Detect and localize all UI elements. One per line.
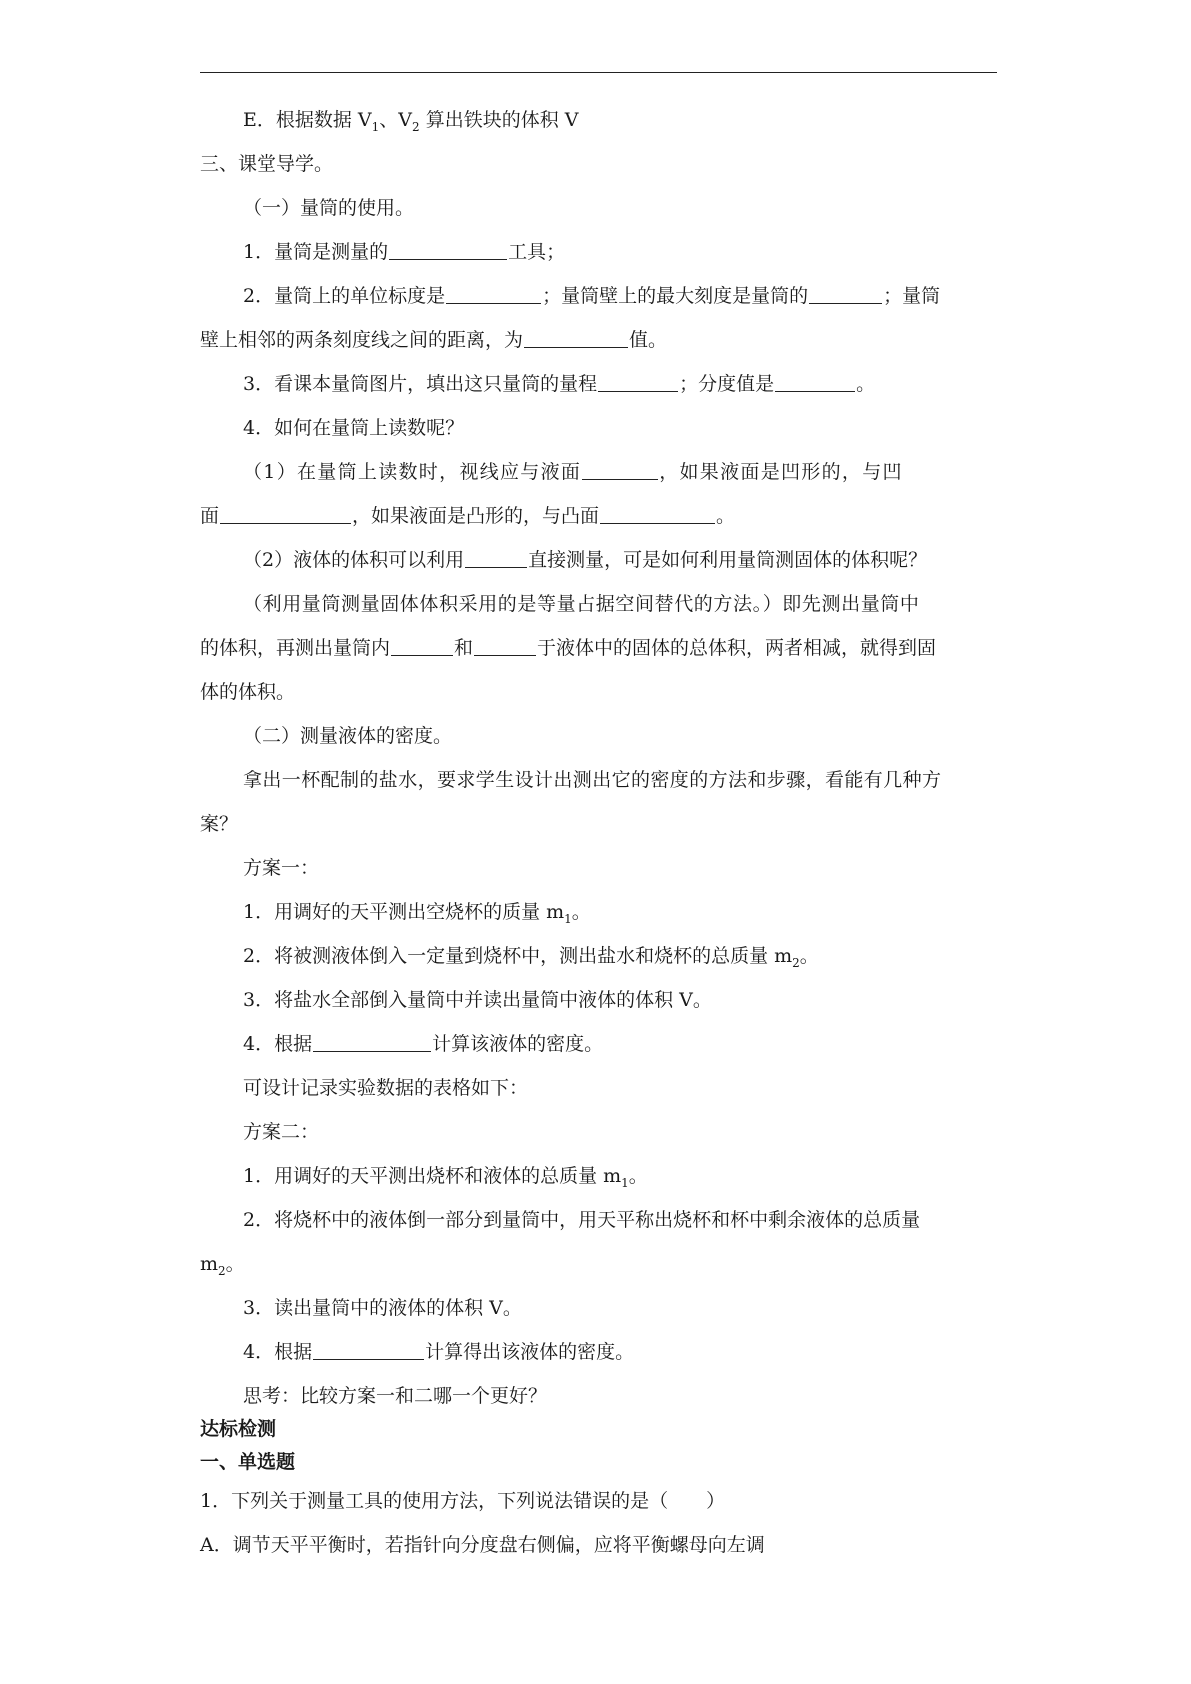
text-line: 2．量筒上的单位标度是 ；量筒壁上的最大刻度是量筒的 ；量筒 [243, 285, 941, 307]
text-line: 4．根据 计算得出该液体的密度。 [243, 1341, 635, 1363]
fill-blank[interactable] [524, 329, 628, 348]
text-line: 体的体积。 [200, 681, 296, 703]
section-heading: 达标检测 [200, 1418, 277, 1440]
text-line: 壁上相邻的两条刻度线之间的距离，为 值。 [200, 329, 668, 351]
text-line: 1．用调好的天平测出空烧杯的质量 $m_1$。 [243, 901, 591, 926]
fill-blank[interactable] [600, 505, 715, 524]
answer-option: A．调节天平平衡时，若指针向分度盘右侧偏，应将平衡螺母向左调 [200, 1534, 765, 1556]
text-line: （利用量筒测量固体体积采用的是等量占据空间替代的方法。）即先测出量筒中 [243, 593, 920, 615]
text-line: 3．将盐水全部倒入量筒中并读出量筒中液体的体积 V。 [243, 989, 712, 1011]
subsection-heading: （一）量筒的使用。 [243, 197, 415, 219]
text-line: 的体积，再测出量筒内 和 于液体中的固体的总体积，两者相减，就得到固 [200, 637, 937, 659]
text-line: （2）液体的体积可以利用 直接测量，可是如何利用量筒测固体的体积呢？ [243, 549, 928, 571]
text-line: 4．如何在量筒上读数呢？ [243, 417, 465, 439]
text-line: 思考：比较方案一和二哪一个更好？ [243, 1385, 548, 1407]
fill-blank[interactable] [809, 285, 882, 304]
text-line: 3．看课本量筒图片，填出这只量筒的量程 ；分度值是 。 [243, 373, 876, 395]
subsection-heading: （二）测量液体的密度。 [243, 725, 453, 747]
question-text: 1．下列关于测量工具的使用方法，下列说法错误的是（ ） [200, 1490, 726, 1512]
text-line: 2．将被测液体倒入一定量到烧杯中，测出盐水和烧杯的总质量 $m_2$。 [243, 945, 819, 970]
fill-blank[interactable] [598, 373, 678, 392]
text-line: 面 ，如果液面是凸形的，与凸面 。 [200, 505, 736, 527]
text-line: $m_2$。 [200, 1253, 245, 1278]
text-line: 方案二： [243, 1121, 320, 1143]
header-rule [200, 72, 997, 73]
text-line: 1．量筒是测量的 工具； [243, 241, 566, 263]
text-line: 2．将烧杯中的液体倒一部分到量筒中，用天平称出烧杯和杯中剩余液体的总质量 [243, 1209, 921, 1231]
text-line: 1．用调好的天平测出烧杯和液体的总质量 $m_1$。 [243, 1165, 648, 1190]
text-line: 4．根据 计算该液体的密度。 [243, 1033, 604, 1055]
fill-blank[interactable] [313, 1341, 424, 1360]
text-line: 方案一： [243, 857, 320, 879]
fill-blank[interactable] [313, 1033, 431, 1052]
text-line: E．根据数据 $V_1$、$V_2$ 算出铁块的体积 V [243, 109, 579, 134]
fill-blank[interactable] [775, 373, 855, 392]
fill-blank[interactable] [465, 549, 527, 568]
section-heading: 三、课堂导学。 [200, 153, 334, 175]
fill-blank[interactable] [474, 637, 536, 656]
text-line: 可设计记录实验数据的表格如下： [243, 1077, 529, 1099]
fill-blank[interactable] [389, 241, 507, 260]
text-line: 案？ [200, 813, 239, 835]
text-line: （1）在量筒上读数时，视线应与液面 ，如果液面是凹形的，与凹 [243, 461, 903, 483]
text-line: 拿出一杯配制的盐水，要求学生设计出测出它的密度的方法和步骤，看能有几种方 [243, 769, 942, 791]
fill-blank[interactable] [391, 637, 453, 656]
section-heading: 一、单选题 [200, 1451, 296, 1473]
fill-blank[interactable] [220, 505, 351, 524]
fill-blank[interactable] [446, 285, 541, 304]
fill-blank[interactable] [582, 461, 658, 480]
text-line: 3．读出量筒中的液体的体积 V。 [243, 1297, 522, 1319]
